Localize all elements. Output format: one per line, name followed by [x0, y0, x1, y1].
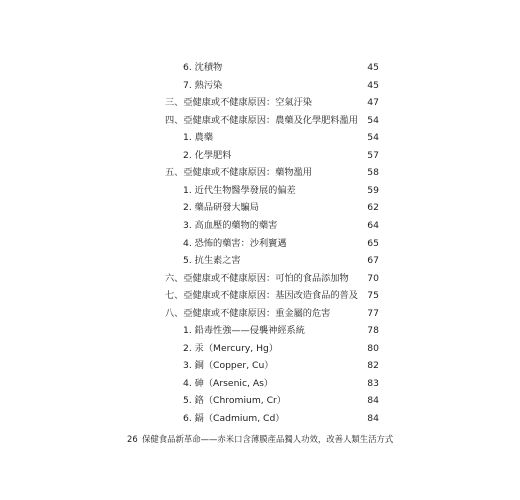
toc-entry-page-number: 67 [367, 255, 379, 267]
toc-entry-title: 1. 鉛毒性強——侵襲神經系統 [183, 325, 305, 337]
toc-entry-page-number: 77 [367, 307, 379, 319]
toc-entry-title: 六、亞健康或不健康原因：可怕的食品添加物 [165, 272, 349, 284]
toc-entry [0, 94, 520, 111]
toc-entry-page-number: 57 [367, 149, 379, 161]
toc-entry-title: 五、亞健康或不健康原因：藥物濫用 [165, 167, 312, 179]
toc-entry-page-number: 45 [367, 79, 379, 91]
toc-entry-title: 5. 抗生素之害 [183, 255, 241, 267]
toc-entry-page-number: 84 [367, 395, 379, 407]
toc-entry [0, 392, 520, 409]
toc-entry-page-number: 45 [367, 62, 379, 73]
toc-entry-title: 4. 恐怖的藥害：沙利竇邁 [183, 237, 287, 249]
toc-entry-page-number: 64 [367, 220, 379, 231]
toc-entry [0, 322, 520, 339]
toc-entry-page-number: 54 [367, 132, 379, 144]
toc-entry-page-number: 59 [367, 184, 379, 196]
toc-entry-title: 七、亞健康或不健康原因：基因改造食品的普及 [165, 290, 358, 302]
toc-entry-title: 八、亞健康或不健康原因：重金屬的危害 [165, 307, 331, 319]
toc-entry [0, 182, 520, 199]
toc-entry-page-number: 62 [367, 202, 379, 214]
toc-entry-page-number: 78 [367, 325, 379, 337]
toc-entry [0, 270, 520, 287]
toc-entry-page-number: 80 [367, 342, 379, 354]
toc-entry-title: 4. 砷（Arsenic, As） [183, 377, 274, 389]
toc-entry-title: 6. 沈積物 [183, 62, 223, 73]
toc-entry [0, 129, 520, 146]
toc-entry [0, 252, 520, 269]
toc-entry [0, 112, 520, 129]
toc-entry-title: 1. 農藥 [183, 132, 214, 144]
toc-entry-title: 三、亞健康或不健康原因：空氣汙染 [165, 97, 312, 109]
toc-entry-title: 5. 鉻（Chromium, Cr） [183, 395, 286, 407]
toc-entry-title: 2. 汞（Mercury, Hg） [183, 342, 279, 354]
toc-entry [0, 199, 520, 216]
toc-entry-page-number: 83 [367, 377, 379, 389]
toc-entry-page-number: 82 [367, 360, 379, 372]
toc-entry [0, 217, 520, 234]
toc-entry [0, 77, 520, 94]
toc-entry-title: 3. 高血壓的藥物的藥害 [183, 220, 278, 231]
toc-entry-page-number: 47 [367, 97, 379, 109]
toc-entry-page-number: 65 [367, 237, 379, 249]
toc-entry [0, 340, 520, 357]
page-number: 26 [127, 434, 138, 444]
toc-entry-title: 四、亞健康或不健康原因：農藥及化學肥料濫用 [165, 114, 358, 126]
toc-entry [0, 305, 520, 322]
toc-entry-title: 2. 化學肥料 [183, 149, 232, 161]
toc-entry [0, 235, 520, 252]
toc-entry-page-number: 70 [367, 272, 379, 284]
toc-entry-page-number: 54 [367, 114, 379, 126]
toc-entry-page-number: 75 [367, 290, 379, 302]
toc-entry [0, 357, 520, 374]
toc-entry [0, 375, 520, 392]
toc-entry [0, 287, 520, 304]
toc-entry-title: 7. 熱污染 [183, 79, 223, 91]
toc-entry-title: 1. 近代生物醫學發展的偏差 [183, 184, 296, 196]
running-title: 保健食品新革命——赤米口含薄膜產品獨人功效，改善人類生活方式 [142, 434, 394, 444]
toc-entry [0, 410, 520, 427]
toc-entry-page-number: 58 [367, 167, 379, 179]
toc-entry [0, 147, 520, 164]
toc-entry [0, 164, 520, 181]
toc-entry [0, 59, 520, 76]
toc-entry-title: 2. 藥品研發大騙局 [183, 202, 259, 214]
toc-entry-page-number: 84 [367, 413, 379, 424]
toc-entry-title: 3. 銅（Copper, Cu） [183, 360, 274, 372]
toc-entry-title: 6. 鎘（Cadmium, Cd） [183, 413, 285, 424]
